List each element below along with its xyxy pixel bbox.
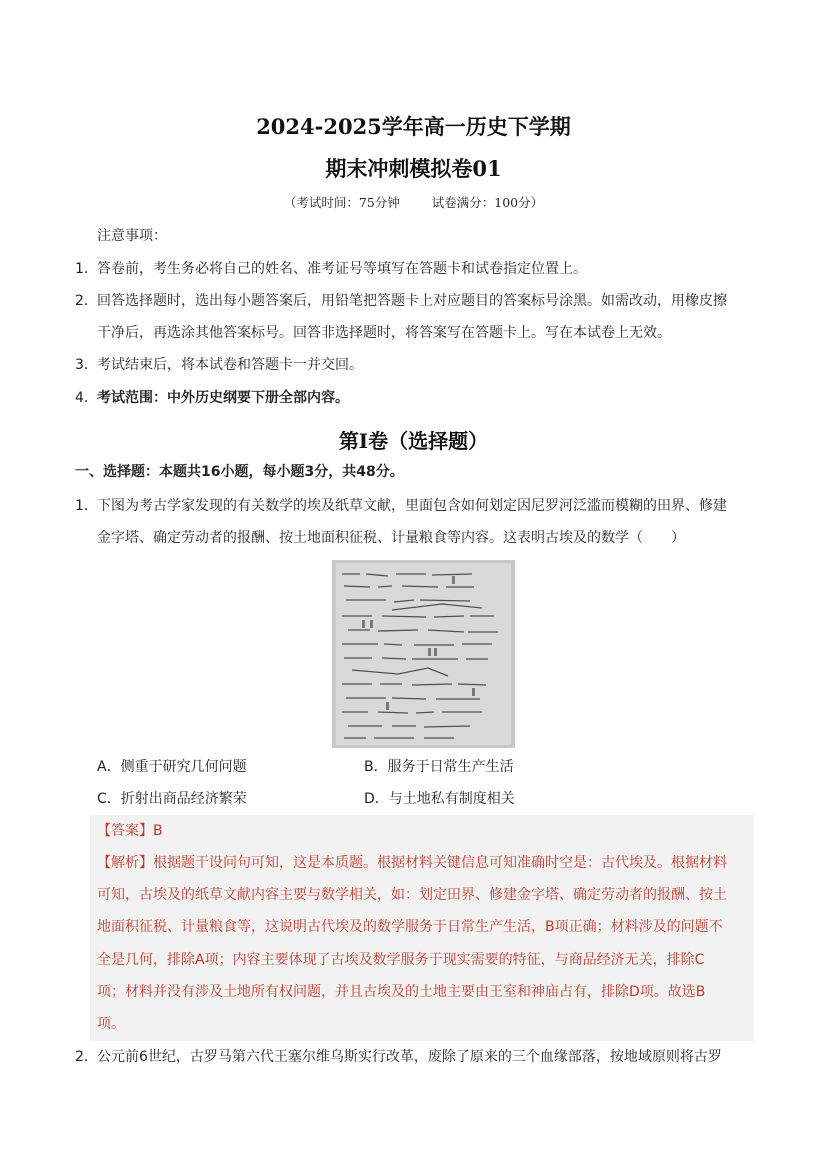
notes-heading: 注意事项： [97, 228, 167, 244]
part-heading: 一、选择题：本题共16小题，每小题3分，共48分。 [75, 464, 404, 480]
papyrus-illustration [332, 560, 515, 748]
q1-option-c: C．折射出商品经济繁荣 [97, 791, 247, 807]
q1-num: 1． [75, 498, 98, 514]
full-score: 试卷满分：100分） [431, 195, 544, 210]
q1-analysis-line-6: 项。 [97, 1016, 125, 1032]
q1-line-1: 下图为考古学家发现的有关数学的埃及纸草文献，里面包含如何划定因尼罗河泛滥而模糊的田界、修建 [97, 498, 727, 514]
note-2-text-cont: 干净后，再选涂其他答案标号。回答非选择题时，将答案写在答题卡上。写在本试卷上无效。 [97, 325, 671, 341]
q1-line-2: 金字塔、确定劳动者的报酬、按土地面积征税、计量粮食等内容。这表明古埃及的数学（ ） [97, 530, 685, 546]
exam-meta [0, 193, 827, 211]
title-line-1: 2024-2025学年高一历史下学期 [256, 114, 571, 139]
papyrus-image [332, 560, 515, 748]
note-3-num: 3． [75, 357, 98, 373]
exam-time: （考试时间：75分钟 [283, 195, 400, 210]
q1-analysis-line-1: 【解析】根据题干设问句可知，这是本质题。根据材料关键信息可知准确时空是：古代埃及。根据材料 [97, 855, 727, 871]
q1-option-d: D．与土地私有制度相关 [364, 791, 515, 807]
note-4-text: 考试范围：中外历史纲要下册全部内容。 [97, 390, 349, 406]
note-4-num: 4． [75, 390, 98, 406]
q1-option-b: B．服务于日常生产生活 [364, 759, 514, 775]
q1-analysis-line-3: 地面积征税、计量粮食等，这说明古代埃及的数学服务于日常生产生活，B项正确；材料涉及的问题不 [97, 919, 723, 935]
note-1-num: 1． [75, 261, 98, 277]
note-3-text: 考试结束后，将本试卷和答题卡一并交回。 [97, 357, 363, 373]
note-1-text: 答卷前，考生务必将自己的姓名、准考证号等填写在答题卡和试卷指定位置上。 [97, 261, 587, 277]
note-2-text: 回答选择题时，选出每小题答案后，用铅笔把答题卡上对应题目的答案标号涂黑。如需改动，用橡皮擦 [97, 293, 727, 309]
q2-num: 2． [75, 1049, 98, 1065]
note-2-num: 2． [75, 293, 98, 309]
q1-answer: 【答案】B [97, 823, 163, 839]
q1-analysis-line-4: 全是几何，排除A项；内容主要体现了古埃及数学服务于现实需要的特征，与商品经济无关，排除C [97, 952, 705, 968]
q1-analysis-line-2: 可知，古埃及的纸草文献内容主要与数学相关，如：划定田界、修建金字塔、确定劳动者的报酬、按土 [97, 887, 727, 903]
section-title: 第Ⅰ卷（选择题） [338, 429, 489, 453]
q1-option-a: A．侧重于研究几何问题 [97, 759, 247, 775]
q1-analysis-line-5: 项；材料并没有涉及土地所有权问题，并且古埃及的土地主要由王室和神庙占有，排除D项。故选B [97, 984, 706, 1000]
q2-line-1: 公元前6世纪，古罗马第六代王塞尔维乌斯实行改革，废除了原来的三个血缘部落，按地域原则将古罗 [97, 1049, 722, 1065]
title-line-2: 期末冲刺模拟卷01 [325, 156, 502, 181]
